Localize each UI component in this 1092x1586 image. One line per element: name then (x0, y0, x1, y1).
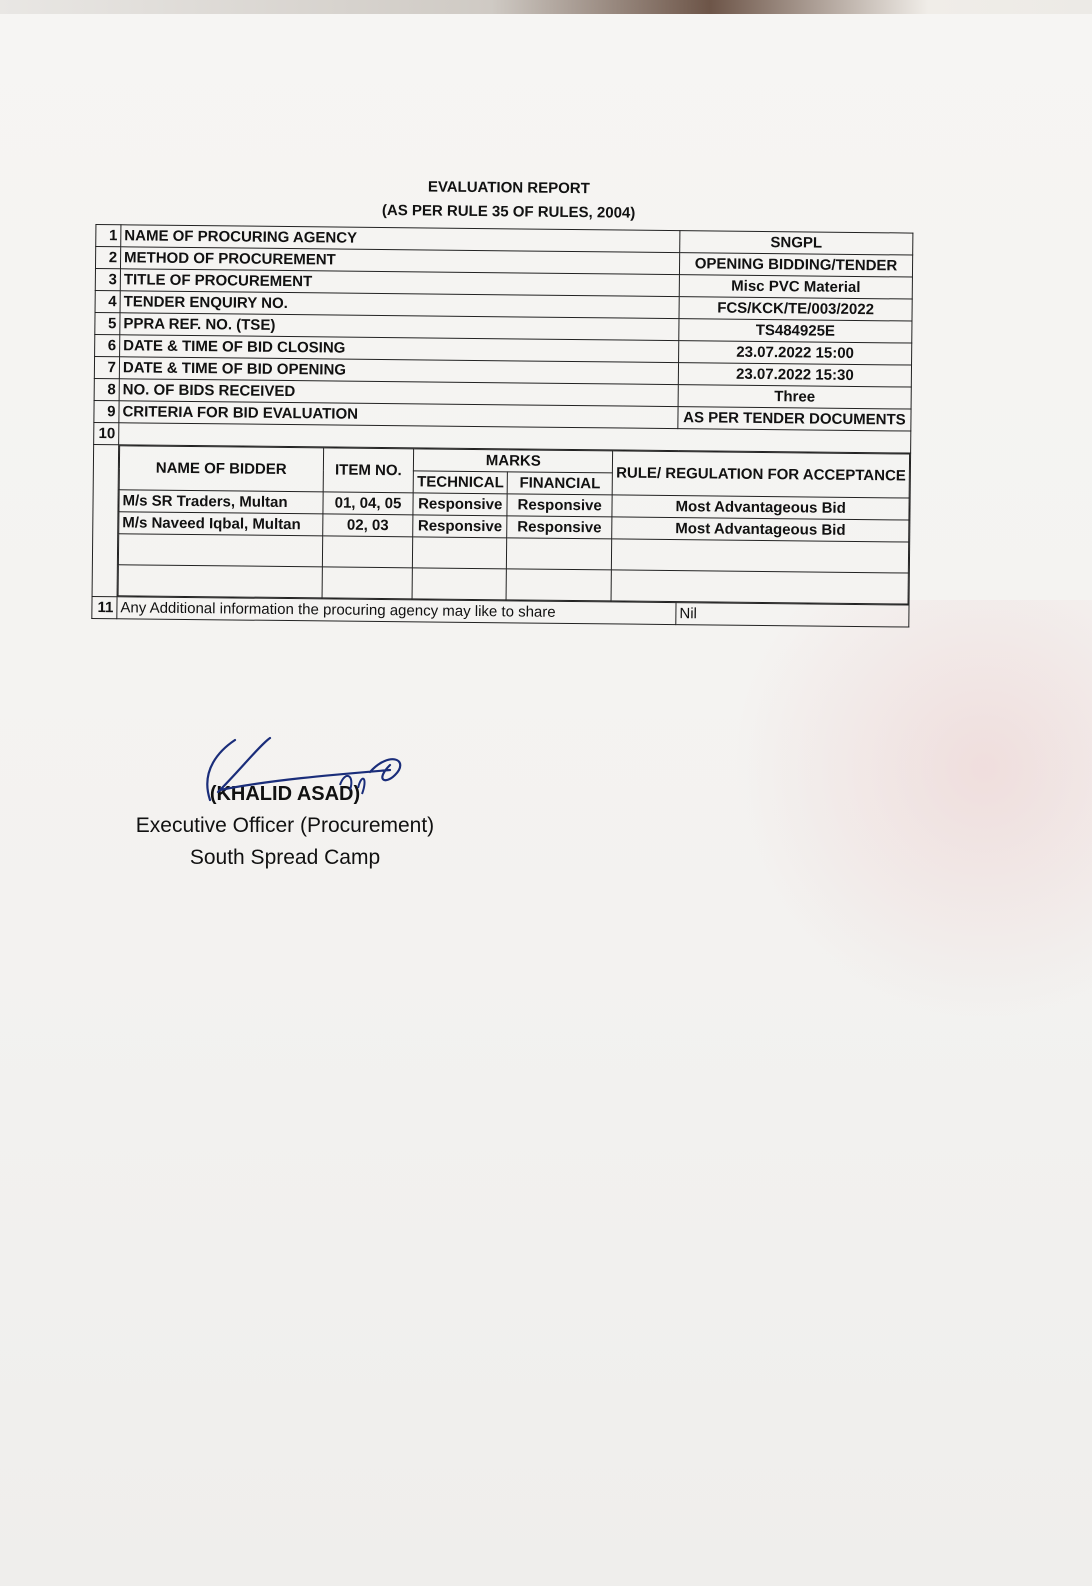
row-number-blank (92, 444, 119, 596)
header-rule: RULE/ REGULATION FOR ACCEPTANCE (612, 451, 909, 498)
row-label: TENDER ENQUIRY NO. (120, 291, 679, 319)
row-value: AS PER TENDER DOCUMENTS (678, 407, 911, 431)
row-value: Three (678, 385, 911, 409)
row-value: TS484925E (679, 319, 912, 343)
report-table (91, 224, 913, 628)
signature-block (120, 730, 450, 874)
empty-cell (412, 568, 506, 600)
empty-cell (413, 537, 507, 569)
row-number: 4 (95, 290, 120, 312)
bidder-financial: Responsive (507, 516, 612, 539)
row-label: Any Additional information the procuring agency may like to share (117, 597, 676, 625)
report-title: EVALUATION REPORT (427, 178, 590, 198)
row-label: NAME OF PROCURING AGENCY (121, 225, 680, 253)
row-value: 23.07.2022 15:00 (679, 341, 912, 365)
row-label: METHOD OF PROCUREMENT (120, 247, 679, 275)
empty-cell (612, 539, 909, 573)
row-number: 11 (92, 596, 117, 618)
row-number: 3 (95, 268, 120, 290)
signatory-name: (KHALID ASAD) (209, 783, 361, 805)
bidder-item-no: 01, 04, 05 (323, 492, 414, 515)
row-value: Misc PVC Material (679, 275, 912, 299)
empty-cell (506, 569, 612, 601)
row-number: 9 (94, 400, 119, 422)
row-label: DATE & TIME OF BID OPENING (119, 357, 678, 385)
row-value: 23.07.2022 15:30 (678, 363, 911, 387)
header-item-no: ITEM NO. (323, 448, 414, 493)
page-top-edge (0, 0, 1092, 14)
bidder-financial: Responsive (507, 494, 612, 517)
signatory-designation: Executive Officer (Procurement) (135, 814, 435, 837)
header-technical: TECHNICAL (414, 471, 508, 494)
bidders-container (117, 445, 911, 605)
bidder-technical: Responsive (413, 515, 507, 538)
row-value: FCS/KCK/TE/003/2022 (679, 297, 912, 321)
header-marks: MARKS (414, 449, 613, 473)
empty-cell (506, 538, 612, 570)
bidders-row (92, 444, 911, 605)
paper-discoloration (732, 600, 1092, 1020)
row-number: 8 (94, 378, 119, 400)
empty-cell (322, 536, 413, 568)
bidder-name: M/s SR Traders, Multan (119, 490, 323, 514)
row-number: 7 (94, 356, 119, 378)
bidder-rule: Most Advantageous Bid (612, 517, 909, 542)
report-subtitle: (AS PER RULE 35 OF RULES, 2004) (381, 201, 636, 222)
row-value: SNGPL (680, 231, 913, 255)
bidder-technical: Responsive (413, 493, 507, 516)
header-financial: FINANCIAL (507, 472, 612, 495)
handwritten-signature (190, 730, 420, 820)
bidder-item-no: 02, 03 (322, 514, 413, 537)
row-label: PPRA REF. NO. (TSE) (120, 313, 679, 341)
evaluation-report (91, 172, 922, 628)
row-label: DATE & TIME OF BID CLOSING (120, 335, 679, 363)
header-bidder-name: NAME OF BIDDER (119, 446, 323, 492)
empty-cell (118, 534, 322, 567)
bidders-table (118, 445, 911, 604)
row-value: OPENING BIDDING/TENDER (679, 253, 912, 277)
empty-cell (611, 570, 908, 604)
row-number: 2 (95, 247, 120, 269)
row-number: 6 (95, 334, 120, 356)
row-number: 1 (96, 225, 121, 247)
row-value: Nil (676, 603, 909, 627)
row-label: TITLE OF PROCUREMENT (120, 269, 679, 297)
bidder-name: M/s Naveed Iqbal, Multan (119, 512, 323, 536)
row-number: 10 (94, 422, 119, 444)
row-label: NO. OF BIDS RECEIVED (119, 379, 678, 407)
row-number: 5 (95, 312, 120, 334)
row-label: CRITERIA FOR BID EVALUATION (119, 401, 678, 429)
bidder-rule: Most Advantageous Bid (612, 495, 909, 520)
empty-cell (118, 565, 322, 598)
empty-cell (322, 567, 413, 599)
signatory-location: South Spread Camp (189, 846, 381, 869)
